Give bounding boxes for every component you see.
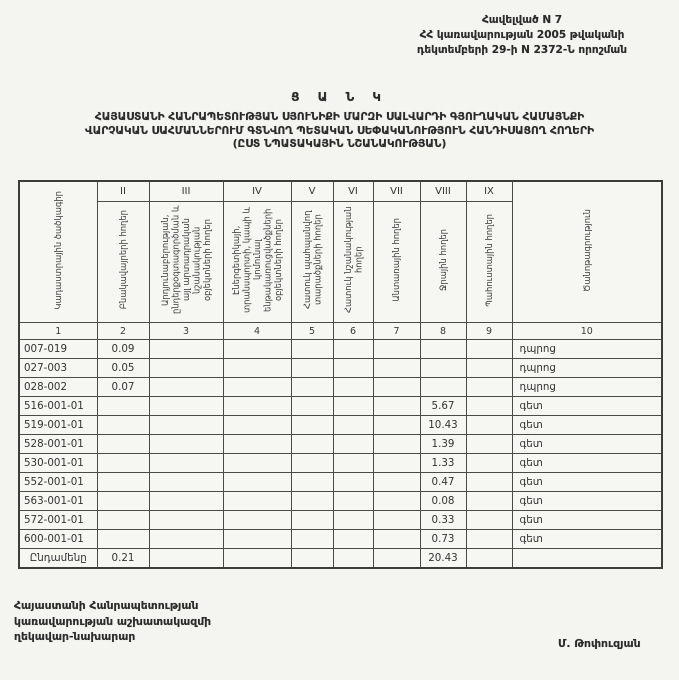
col-header-industrial-lands-label: Արդյունաբերության, ընդերքօգտագործման և այլ արտադրական նշանակության օբյեկտների հողեր — [159, 205, 212, 315]
table-cell — [223, 492, 291, 511]
roman-numeral-row — [19, 181, 662, 202]
table-cell — [223, 416, 291, 435]
annex-line: դեկտեմբերի 29-ի N 2372-Ն որոշման — [416, 44, 628, 56]
table-cell — [466, 473, 512, 492]
table-cell — [149, 473, 223, 492]
col-header-special-purpose-lands — [333, 202, 373, 323]
column-number: 2 — [97, 323, 149, 340]
roman-numeral-III: III — [149, 181, 223, 202]
column-number: 1 — [19, 323, 97, 340]
table-cell — [333, 454, 373, 473]
page-title: Ց Ա Ն Կ — [291, 90, 388, 104]
annex-line: Հավելված N 7 — [481, 14, 563, 26]
table-cell: գետ — [512, 454, 662, 473]
table-cell — [291, 378, 333, 397]
table-cell — [149, 492, 223, 511]
table-cell — [373, 492, 420, 511]
column-number: 7 — [373, 323, 420, 340]
signature-title-block — [14, 598, 211, 645]
table-cell: 028-002 — [19, 378, 97, 397]
table-row — [19, 416, 662, 435]
table-row — [19, 511, 662, 530]
table-cell — [373, 530, 420, 549]
land-parcel-table — [18, 180, 663, 569]
table-cell — [291, 492, 333, 511]
table-cell — [373, 416, 420, 435]
table-cell — [466, 511, 512, 530]
table-cell — [291, 435, 333, 454]
column-number: 10 — [512, 323, 662, 340]
signature-title-line: ղեկավար-նախարար — [14, 630, 136, 643]
table-cell — [333, 530, 373, 549]
table-cell — [149, 435, 223, 454]
table-cell: 0.33 — [420, 511, 466, 530]
table-cell — [291, 454, 333, 473]
table-cell: գետ — [512, 435, 662, 454]
table-cell — [97, 416, 149, 435]
column-number: 4 — [223, 323, 291, 340]
col-header-reserve-lands-label: Պահուստային հողեր — [483, 213, 494, 307]
table-cell — [333, 359, 373, 378]
table-cell — [466, 378, 512, 397]
table-cell — [466, 530, 512, 549]
table-row — [19, 378, 662, 397]
table-cell — [373, 378, 420, 397]
table-cell: 10.43 — [420, 416, 466, 435]
table-cell — [291, 359, 333, 378]
table-cell — [149, 549, 223, 569]
col-header-special-purpose-lands-label: Հատուկ նշանակության հողեր — [342, 206, 363, 314]
col-header-cadastral-code — [19, 181, 97, 323]
table-cell — [223, 359, 291, 378]
table-body — [19, 340, 662, 569]
table-cell — [291, 549, 333, 569]
table-cell — [291, 416, 333, 435]
table-cell — [223, 473, 291, 492]
roman-numeral-VIII: VIII — [420, 181, 466, 202]
table-cell — [97, 492, 149, 511]
table-cell: 1.39 — [420, 435, 466, 454]
table-cell — [149, 359, 223, 378]
annex-line: ՀՀ կառավարության 2005 թվականի — [419, 29, 625, 41]
table-cell — [149, 340, 223, 359]
table-row — [19, 359, 662, 378]
table-cell — [512, 549, 662, 569]
table-cell: 0.09 — [97, 340, 149, 359]
table-cell — [373, 454, 420, 473]
table-row — [19, 530, 662, 549]
table-cell — [466, 416, 512, 435]
col-header-note-label: Ծանոթագրություն — [581, 209, 592, 292]
table-cell — [373, 511, 420, 530]
table-cell: գետ — [512, 492, 662, 511]
roman-numeral-VII: VII — [373, 181, 420, 202]
table-cell: 530-001-01 — [19, 454, 97, 473]
table-cell — [149, 530, 223, 549]
table-cell — [97, 511, 149, 530]
column-number: 6 — [333, 323, 373, 340]
table-cell — [466, 454, 512, 473]
table-cell: 552-001-01 — [19, 473, 97, 492]
col-header-forest-lands-label: Անտառային հողեր — [391, 218, 402, 302]
table-cell: 0.08 — [420, 492, 466, 511]
table-cell: 528-001-01 — [19, 435, 97, 454]
table-cell — [97, 454, 149, 473]
table-cell — [333, 378, 373, 397]
col-header-residential-lands-label: Բնակավայրերի հողեր — [117, 210, 128, 310]
table-cell — [466, 359, 512, 378]
document-title-block — [10, 90, 669, 152]
col-header-reserve-lands — [466, 202, 512, 323]
table-cell — [333, 397, 373, 416]
col-header-industrial-lands — [149, 202, 223, 323]
table-cell — [223, 397, 291, 416]
table-row — [19, 435, 662, 454]
roman-numeral-IX: IX — [466, 181, 512, 202]
col-header-protected-areas-lands-label: Հատուկ պահպանվող տարածքների հողեր — [301, 210, 322, 310]
signature-title-line: կառավարության աշխատակազմի — [14, 614, 212, 628]
table-row — [19, 340, 662, 359]
table-cell — [333, 340, 373, 359]
table-cell: 20.43 — [420, 549, 466, 569]
table-cell: 0.21 — [97, 549, 149, 569]
table-cell: դպրոց — [512, 359, 662, 378]
col-header-energy-transport-lands-label: Էներգետիկայի, տրանսպորտի, կապի և կոմունալ ենթակառուցվածքների օբյեկտների հողեր — [230, 206, 283, 314]
column-number: 3 — [149, 323, 223, 340]
table-cell — [97, 473, 149, 492]
table-cell: 600-001-01 — [19, 530, 97, 549]
table-cell — [333, 549, 373, 569]
table-cell — [373, 340, 420, 359]
table-cell — [466, 397, 512, 416]
column-number: 9 — [466, 323, 512, 340]
table-cell: գետ — [512, 511, 662, 530]
col-header-residential-lands — [97, 202, 149, 323]
table-cell — [223, 530, 291, 549]
annex-reference-block — [383, 13, 661, 58]
table-cell: 0.47 — [420, 473, 466, 492]
column-number-row — [19, 323, 662, 340]
table-cell: Ընդամենը — [19, 549, 97, 569]
table-cell — [149, 378, 223, 397]
table-cell — [373, 397, 420, 416]
table-cell — [373, 473, 420, 492]
table-row — [19, 397, 662, 416]
col-header-note — [512, 181, 662, 323]
table-row — [19, 473, 662, 492]
table-row — [19, 454, 662, 473]
table-cell — [149, 454, 223, 473]
table-cell — [373, 549, 420, 569]
table-cell — [333, 511, 373, 530]
table-cell — [291, 473, 333, 492]
col-header-energy-transport-lands — [223, 202, 291, 323]
table-cell — [223, 378, 291, 397]
table-cell — [291, 511, 333, 530]
table-cell: 519-001-01 — [19, 416, 97, 435]
signatory-name: Մ. Թոփուզյան — [558, 637, 641, 650]
table-cell: 5.67 — [420, 397, 466, 416]
table-cell — [223, 435, 291, 454]
table-cell: 0.07 — [97, 378, 149, 397]
table-cell — [333, 492, 373, 511]
table-cell — [149, 416, 223, 435]
table-cell — [466, 435, 512, 454]
col-header-protected-areas-lands — [291, 202, 333, 323]
table-cell — [223, 511, 291, 530]
table-cell: գետ — [512, 397, 662, 416]
table-cell — [149, 397, 223, 416]
table-cell — [420, 340, 466, 359]
table-cell: 0.73 — [420, 530, 466, 549]
column-number: 8 — [420, 323, 466, 340]
table-total-row — [19, 549, 662, 569]
table-cell — [223, 454, 291, 473]
col-header-water-lands — [420, 202, 466, 323]
table-cell — [373, 435, 420, 454]
table-cell: 1.33 — [420, 454, 466, 473]
title-line: ՎԱՐՉԱԿԱՆ ՍԱՀՄԱՆՆԵՐՈՒՄ ԳՏՆՎՈՂ ՊԵՏԱԿԱՆ ՍԵՓԱԿԱՆՈՒԹՅՈՒՆ ՀԱՆԴԻՍԱՑՈՂ ՀՈՂԵՐԻ — [85, 124, 594, 137]
table-cell — [223, 549, 291, 569]
table-cell — [333, 473, 373, 492]
roman-numeral-VI: VI — [333, 181, 373, 202]
table-cell: 563-001-01 — [19, 492, 97, 511]
table-cell — [97, 435, 149, 454]
table-cell — [420, 378, 466, 397]
roman-numeral-II: II — [97, 181, 149, 202]
table-row — [19, 492, 662, 511]
column-number: 5 — [291, 323, 333, 340]
table-cell — [291, 397, 333, 416]
table-cell: 007-019 — [19, 340, 97, 359]
table-cell — [373, 359, 420, 378]
col-header-water-lands-label: Ջրային հողեր — [437, 229, 448, 291]
col-header-forest-lands — [373, 202, 420, 323]
table-cell — [333, 416, 373, 435]
table-cell — [149, 511, 223, 530]
table-cell — [291, 530, 333, 549]
roman-numeral-V: V — [291, 181, 333, 202]
title-line: ՀԱՅԱՍՏԱՆԻ ՀԱՆՐԱՊԵՏՈՒԹՅԱՆ ՍՅՈՒՆԻՔԻ ՄԱՐԶԻ ՍԱԼՎԱՐԴԻ ԳՅՈՒՂԱԿԱՆ ՀԱՄԱՅՆՔԻ — [94, 111, 585, 123]
table-cell — [333, 435, 373, 454]
col-header-cadastral-code-label: Կադաստրային ծածկագիր — [53, 191, 63, 310]
table-cell: 0.05 — [97, 359, 149, 378]
table-cell — [466, 492, 512, 511]
table-cell — [223, 340, 291, 359]
table-cell: 572-001-01 — [19, 511, 97, 530]
signature-title-line: Հայաստանի Հանրապետության — [14, 599, 199, 612]
table-cell — [97, 530, 149, 549]
title-line: (ԸՍՏ ՆՊԱՏԱԿԱՅԻՆ ՆՇԱՆԱԿՈՒԹՅԱՆ) — [232, 138, 447, 150]
roman-numeral-IV: IV — [223, 181, 291, 202]
table-cell — [420, 359, 466, 378]
table-cell: գետ — [512, 473, 662, 492]
table-cell: դպրոց — [512, 378, 662, 397]
table-cell: գետ — [512, 530, 662, 549]
table-cell: գետ — [512, 416, 662, 435]
table-cell: 516-001-01 — [19, 397, 97, 416]
table-cell — [291, 340, 333, 359]
table-cell: դպրոց — [512, 340, 662, 359]
table-cell — [97, 397, 149, 416]
table-cell: 027-003 — [19, 359, 97, 378]
table-cell — [466, 549, 512, 569]
table-cell — [466, 340, 512, 359]
